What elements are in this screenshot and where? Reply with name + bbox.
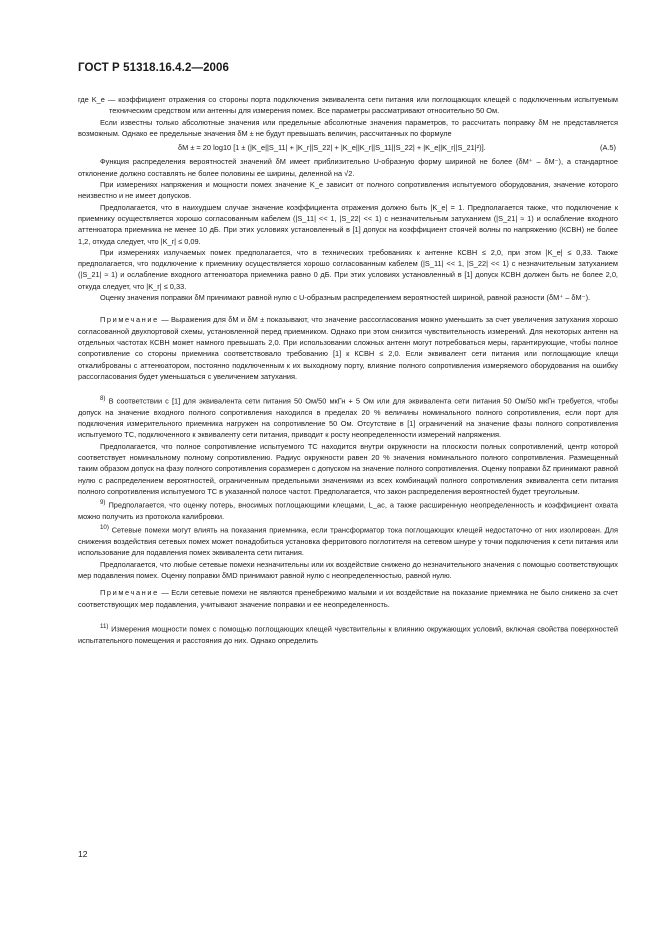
footnote-9-text: Предполагается, что оценку потерь, вносимых поглощающими клещами, L_ac, а также расширенную неопределенность и коэффициент охвата можно получить из протокола калибровки. — [78, 500, 618, 522]
paragraph-impedance: Предполагается, что полное сопротивление испытуемого ТС находится внутри окружности на плоскости полных сопротивлений, центр которой соответствует номинальному полному сопротивлению. Радиус окружности равен 20 % значения номинального полного сопротивления. Размещенный таким образом допуск на фазу полного сопротивления соразмерен с допуском на значение полного сопротивления. Оценку поправки δZ принимают равной нулю с распределением вероятностей, ограниченным предельными значениями из всех комбинаций полного сопротивления эквивалента сети питания полного сопротивления испытуемого ТС в указанной полосе частот. Предполагается, что закон распределения вероятностей будет треугольным. — [78, 441, 618, 496]
footnote-9 — [78, 497, 618, 522]
note-2-text: — Если сетевые помехи не являются пренебрежимо малыми и их воздействие на показание приемника не было снижено за счет соответствующих мер подавления, учитывают значение поправки и ее неопределенность. — [78, 588, 618, 609]
footnote-10-text: Сетевые помехи могут влиять на показания приемника, если трансформатор тока поглощающих клещей недостаточно от них изолирован. Для снижения воздействия сетевых помех может понадобиться установка ферритового поглотителя на сетевом шнуре у точки подключения к сети питания или использование для подавления помех эквивалента сети питания. — [78, 525, 618, 558]
paragraph-distribution: Функция распределения вероятностей значений δM имеет приблизительно U-образную форму шириной не более (δM⁺ – δM⁻), а стандартное отклонение должно составлять не более половины ее ширины, деленной на √2. — [78, 157, 618, 178]
note-1-text: — Выражения для δM и δM ± показывают, что значение рассогласования можно уменьшить за счет увеличения затухания хорошо согласованной двухпортовой схемы, установленной перед приемником. Однако при этом снизится чувствительность измерений. Для некоторых антенн на отдельных частотах КСВН может намного превышать 2,0. При использовании сложных антенн могут потребоваться меры, гарантирующие, чтобы полное сопротивление со стороны приемника соответствовало требованию [1] к КСВН ≤ 2,0. Если эквивалент сети питания или поглощающие клещи откалиброваны с аттенюатором, постоянно подключенным к их выходному порту, влияние полного сопротивления измеряемого оборудования на ошибку рассогласования будет уменьшаться с увеличением затухания. — [78, 315, 618, 381]
note-2 — [78, 587, 618, 610]
formula-a5 — [78, 142, 618, 153]
formula-expression: δM ± = 20 log10 [1 ± (|K_e||S_11| + |K_r||S_22| + |K_e||K_r||S_11||S_22| + |K_e||K_r||S_21|²)]. — [178, 143, 486, 153]
paragraph-voltage: При измерениях напряжения и мощности помех значение K_e зависит от полного сопротивления испытуемого оборудования, значение которого неизвестно и не имеет допусков. — [78, 180, 618, 201]
paragraph-estimate: Оценку значения поправки δM принимают равной нулю с U-образным распределением вероятностей шириной, равной разности (δM⁺ – δM⁻). — [100, 293, 591, 303]
footnote-10-mark: 10) — [100, 524, 109, 532]
footnote-8 — [78, 393, 618, 441]
paragraph-radiated: При измерениях излучаемых помех предполагается, что в технических требованиях к антенне КСВН ≤ 2,0, при этом |K_e| ≤ 0,33. Также предполагается, что подключение к приемнику осуществляется хорошо согласованным кабелем (|S_11| << 1, |S_22| << 1) с незначительным затуханием (|S_21| ≈ 1) и ослабление входного аттенюатора приемника равно 0 дБ. При этих условиях установленный в [1] допуск КСВН должен быть не более 2,0, откуда следует, что |K_r| ≤ 0,33. — [78, 247, 618, 291]
footnote-11-mark: 11) — [100, 622, 109, 630]
paragraph-assumption: Предполагается, что в наихудшем случае значение коэффициента отражения должно быть |K_e| = 1. Предполагается также, что подключение к приемнику осуществляется хорошо согласованным кабелем (|S_11| << 1, |S_22| << 1) с незначительным затуханием (|S_21| ≈ 1) и ослабление входного аттенюатора приемника не менее 10 дБ. При этих условиях установленный в [1] допуск на коэффициент стоячей волны по напряжению (КСВН) не более 1,2, откуда следует, что |K_r| ≤ 0,09. — [78, 202, 618, 246]
paragraph-known-values: Если известны только абсолютные значения или предельные абсолютные значения параметров, то рассчитать поправку δM не представляется возможным. Однако ее предельные значения δM ± не будут превышать величин, рассчитанных по формуле — [78, 117, 618, 138]
footnote-9-mark: 9) — [100, 499, 106, 507]
document-header: ГОСТ Р 51318.16.4.2—2006 — [78, 62, 230, 74]
note-1 — [78, 314, 618, 382]
document-body — [78, 94, 618, 646]
footnote-8-text: В соответствии с [1] для эквивалента сети питания 50 Ом/50 мкГн + 5 Ом или для эквивалента сети питания 50 Ом/50 мкГн требуется, чтобы допуск на значение входного полного сопротивления находился в пределах 20 % величины номинального полного сопротивления, если порт для подключения измерительного приемника нагружен на сопротивление 50 Ом. Отсутствие в [1] ограничений на значение фазы полного сопротивления испытуемого ТС, подключенного к эквиваленту сети питания, приводит к росту неопределенности измерений напряжения. — [78, 396, 618, 440]
page-number: 12 — [78, 849, 88, 859]
note-2-label: Примечание — [100, 588, 159, 598]
footnote-11-text: Измерения мощности помех с помощью поглощающих клещей чувствительны к влиянию окружающих условий, включая свойства поверхностей испытательного помещения и расстояния до них. Однако определить — [78, 624, 618, 645]
formula-number: (А.5) — [599, 143, 616, 153]
footnote-8-mark: 8) — [100, 395, 106, 403]
footnote-11 — [78, 621, 618, 646]
footnote-10 — [78, 522, 618, 558]
note-1-label: Примечание — [100, 315, 159, 325]
paragraph-mains-disturbance: Предполагается, что любые сетевые помехи незначительны или их воздействие снижено до незначительного значения с помощью соответствующих мер подавления помех. Оценку поправки δMD принимают равной нулю с неопределенностью, равной нулю. — [78, 559, 618, 580]
where-clause: где K_e — коэффициент отражения со стороны порта подключения эквивалента сети питания или поглощающих клещей с подключенным испытуемым техническим средством или антенны для измерения помех. Все параметры рассматривают относительно 50 Ом. — [78, 95, 618, 116]
